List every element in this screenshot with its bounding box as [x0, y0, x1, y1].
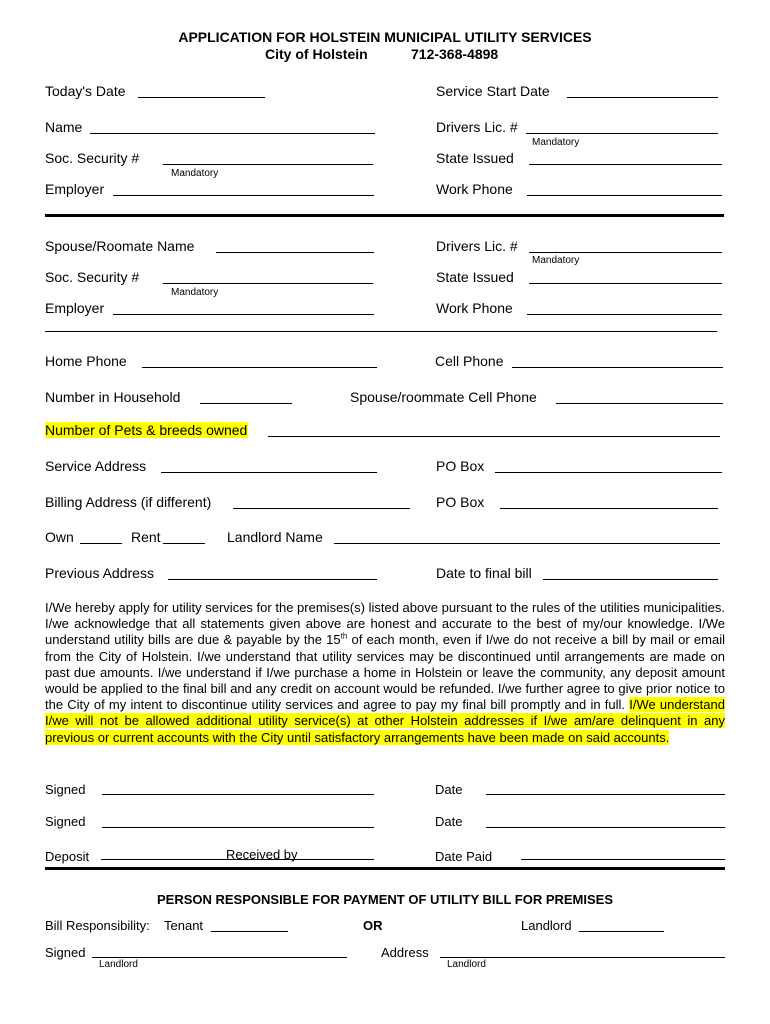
form-title: APPLICATION FOR HOLSTEIN MUNICIPAL UTILITY SERVICES	[178, 29, 592, 45]
tenant-label: Tenant	[164, 918, 204, 933]
date-paid-label: Date Paid	[435, 849, 493, 864]
work-phone-label: Work Phone	[436, 181, 513, 197]
signed-field-1[interactable]	[102, 794, 374, 795]
section-divider	[45, 214, 724, 217]
todays-date-field[interactable]	[138, 97, 265, 98]
employer-field[interactable]	[113, 195, 374, 196]
landlord-field[interactable]	[579, 931, 664, 932]
spouse-drivers-lic-mandatory: Mandatory	[532, 255, 580, 266]
previous-address-label: Previous Address	[45, 565, 154, 581]
service-start-field[interactable]	[567, 97, 718, 98]
landlord-name-field[interactable]	[334, 543, 720, 544]
responsible-title: PERSON RESPONSIBLE FOR PAYMENT OF UTILITY BILL FOR PREMISES	[156, 892, 613, 907]
bill-responsibility-label: Bill Responsibility:	[45, 918, 150, 933]
date-label-1: Date	[435, 782, 463, 797]
final-bill-label: Date to final bill	[436, 565, 532, 581]
spouse-cell-label: Spouse/roommate Cell Phone	[350, 389, 537, 405]
city-name: City of Holstein	[265, 46, 368, 62]
work-phone-field[interactable]	[527, 195, 722, 196]
home-phone-label: Home Phone	[45, 353, 127, 369]
signed-label-2: Signed	[45, 814, 86, 829]
service-address-field[interactable]	[161, 472, 377, 473]
landlord-signed-field[interactable]	[92, 957, 347, 958]
drivers-lic-mandatory: Mandatory	[532, 137, 580, 148]
signed-field-2[interactable]	[102, 827, 374, 828]
spouse-employer-label: Employer	[45, 300, 105, 316]
landlord-label: Landlord	[521, 918, 572, 933]
billing-address-field[interactable]	[233, 508, 410, 509]
landlord-signed-caption: Landlord	[99, 959, 138, 970]
tenant-field[interactable]	[211, 931, 288, 932]
date-label-2: Date	[435, 814, 463, 829]
agreement-paragraph	[45, 600, 725, 746]
received-by-label: Received by	[226, 847, 298, 862]
spouse-drivers-lic-label: Drivers Lic. #	[436, 238, 518, 254]
billing-po-box-label: PO Box	[436, 494, 485, 510]
spouse-state-issued-field[interactable]	[529, 283, 722, 284]
drivers-lic-label: Drivers Lic. #	[436, 119, 518, 135]
service-start-label: Service Start Date	[436, 83, 550, 99]
service-address-label: Service Address	[45, 458, 147, 474]
state-issued-label: State Issued	[436, 150, 514, 166]
spouse-work-phone-label: Work Phone	[436, 300, 513, 316]
rent-label: Rent	[131, 529, 161, 545]
po-box-field[interactable]	[495, 472, 722, 473]
date-paid-field[interactable]	[521, 859, 725, 860]
cell-phone-label: Cell Phone	[435, 353, 504, 369]
cell-phone-field[interactable]	[512, 367, 723, 368]
spouse-soc-security-field[interactable]	[163, 283, 373, 284]
pets-label: Number of Pets & breeds owned	[45, 422, 248, 438]
spouse-work-phone-field[interactable]	[527, 314, 722, 315]
soc-security-label: Soc. Security #	[45, 150, 140, 166]
spouse-cell-field[interactable]	[556, 403, 723, 404]
spouse-name-label: Spouse/Roomate Name	[45, 238, 195, 254]
spouse-soc-security-label: Soc. Security #	[45, 269, 140, 285]
drivers-lic-field[interactable]	[526, 133, 718, 134]
landlord-name-label: Landlord Name	[227, 529, 323, 545]
landlord-address-caption: Landlord	[447, 959, 486, 970]
household-field[interactable]	[200, 403, 292, 404]
agreement-text-2: of each month, even if I/we do not receive a bill by mail or email from the City of Holstein. I/we understand that utility services may be discontinued until arrangements are made on past due amounts. I/we understand if I/we purchase a home in Holstein or leave the community, any deposit amount would be applied to the final bill and any credit on account would be refunded. I/we further agree to give prior notice to the City of my intent to discontinue utility services and agree to pay my final bill promptly and in full.	[45, 632, 725, 713]
or-label: OR	[363, 918, 383, 933]
agreement-sup: th	[340, 632, 348, 642]
landlord-address-field[interactable]	[440, 957, 725, 958]
own-field[interactable]	[80, 543, 122, 544]
name-field[interactable]	[90, 133, 375, 134]
state-issued-field[interactable]	[529, 164, 722, 165]
bottom-divider	[45, 867, 725, 870]
pets-field[interactable]	[268, 436, 720, 437]
deposit-label: Deposit	[45, 849, 90, 864]
final-bill-field[interactable]	[543, 579, 718, 580]
city-phone: 712-368-4898	[411, 46, 499, 62]
thin-divider	[45, 331, 717, 332]
spouse-employer-field[interactable]	[113, 314, 374, 315]
agreement-highlight: I/We understand I/we will not be allowed additional utility service(s) at other Holstein addresses if I/we am/are delinquent in any previous or current accounts with the City until satisfactory arrangements have been made on said accounts.	[45, 697, 725, 745]
spouse-soc-security-mandatory: Mandatory	[171, 287, 219, 298]
household-label: Number in Household	[45, 389, 181, 405]
todays-date-label: Today's Date	[45, 83, 126, 99]
billing-address-label: Billing Address (if different)	[45, 494, 212, 510]
soc-security-mandatory: Mandatory	[171, 168, 219, 179]
agreement-text-1: I/We hereby apply for utility services for the premises(s) listed above pursuant to the rules of the utilities municipalities. I/we acknowledge that all statements given above are honest and accurate to the best of my/our knowledge. I/We understand utility bills are due & payable by the 15	[45, 600, 725, 648]
rent-field[interactable]	[163, 543, 205, 544]
billing-po-box-field[interactable]	[500, 508, 718, 509]
date-field-2[interactable]	[486, 827, 725, 828]
previous-address-field[interactable]	[168, 579, 377, 580]
spouse-drivers-lic-field[interactable]	[529, 252, 722, 253]
po-box-label: PO Box	[436, 458, 485, 474]
landlord-signed-label: Signed	[45, 945, 86, 960]
spouse-state-issued-label: State Issued	[436, 269, 514, 285]
landlord-address-label: Address	[381, 945, 429, 960]
spouse-name-field[interactable]	[216, 252, 374, 253]
own-label: Own	[45, 529, 74, 545]
soc-security-field[interactable]	[163, 164, 373, 165]
name-label: Name	[45, 119, 83, 135]
employer-label: Employer	[45, 181, 105, 197]
date-field-1[interactable]	[486, 794, 725, 795]
signed-label-1: Signed	[45, 782, 86, 797]
home-phone-field[interactable]	[142, 367, 377, 368]
